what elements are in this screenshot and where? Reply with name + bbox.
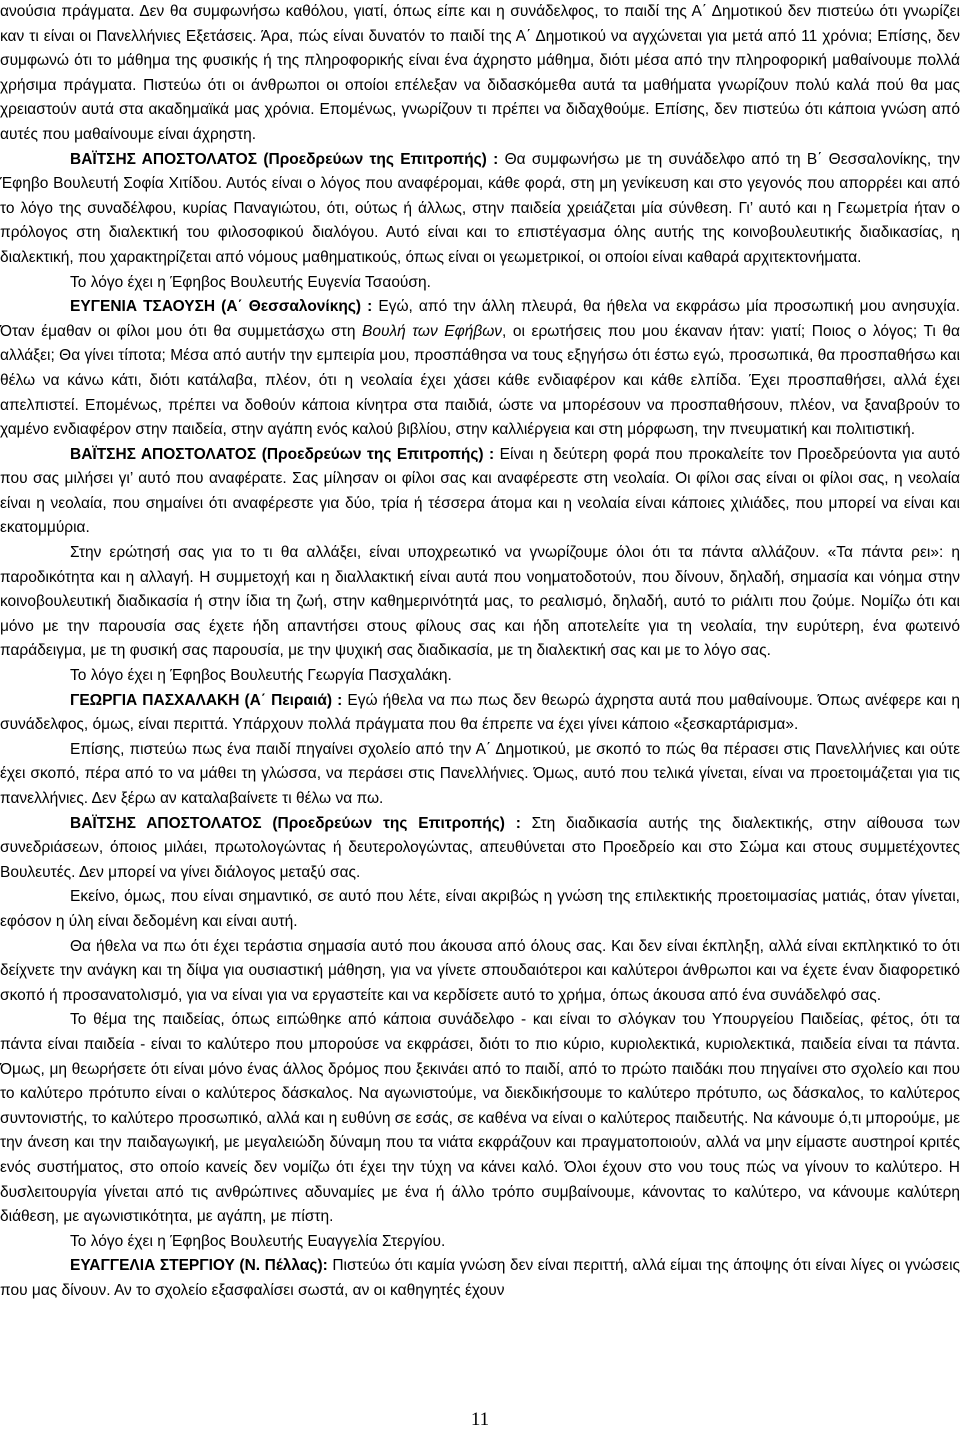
paragraph-text: , οι ερωτήσεις που μου έκαναν ήταν: γιατί; Ποιος ο λόγος; Τι θα αλλάξει; Θα γίνει τίποτα; Μέσα από αυτήν την εμπειρία μου, προσπάθησα να τους εξηγήσω ότι έστω εγώ, προσωπικά, θα προσπαθήσω και θέλω να κάνω κάτι, διότι κατάλαβα, πλέον, ότι η νεολαία έχει χάσει κάθε ενδιαφέρον και κάθε ελπίδα. Έχει προσπαθήσει, αλλά έχει απελπιστεί. Επομένως, πρέπει να δοθούν κάποια κίνητρα στα παιδιά, ώστε να μπορέσουν να προσπαθήσουν, πλέον, να ξαναβρούν το χαμένο ενδιαφέρον στην παιδεία, στην αγάπη ενός καλού βιβλίου, στην καλλιέργεια και στη μόρφωση, την πνευματική και πολιτιστική. <box>0 322 960 439</box>
paragraph-text: Θα συμφωνήσω με τη συνάδελφο από τη Β΄ Θεσσαλονίκης, την Έφηβο Βουλευτή Σοφία Χιτίδου. Αυτός είναι ο λόγος που αναφέρομαι, κάθε φορά, στη μη γενίκευση και στο γεγονός που απορρέει και από το λόγο της συναδέλφου, κυρίας Παναγιώτου, ότι, ούτως ή άλλως, στην παιδεία χρειάζεται μία σύνθεση. Γι’ αυτό και η Γεωμετρία ήταν ο πρόλογος στη διαλεκτική του φιλοσοφικού διαλόγου. Αυτό είναι και το επιστέγασμα όλης αυτής της κοινοβουλευτικής διαδικασίας, η διαλεκτική, που χαρακτηρίζεται από νόμους μαθηματικούς, όπως είναι οι γεωμετρικοί, οι οποίοι είναι καθαρά αρχιτεκτονήματα. <box>0 150 960 266</box>
paragraph-text: ανούσια πράγματα. Δεν θα συμφωνήσω καθόλου, γιατί, όπως είπε και η συνάδελφος, το παιδί της Α΄ Δημοτικού δεν πιστεύω ότι γνωρίζει καν τι είναι οι Πανελλήνιες Εξετάσεις. Άρα, πώς είναι δυνατόν το παιδί της Α΄ Δημοτικού να αγχώνεται για μετά από 11 χρόνια; Επίσης, δεν συμφωνώ ότι το μάθημα της φυσικής ή της πληροφορικής είναι ένα άχρηστο μάθημα, διότι μέσα από την πληροφορική μαθαίνουμε πολλά χρήσιμα πράγματα. Πιστεύω ότι οι άνθρωποι οι οποίοι επέλεξαν να διδασκόμεθα αυτά τα μαθήματα γνωρίζουν πολύ καλά πού θα μας χρειαστούν αυτά στα ακαδημαϊκά μας χρόνια. Επομένως, γνωρίζουν τι πρέπει να διδαχθούμε. Επίσης, δεν πιστεύω ότι κάποια γνώση από αυτές που μαθαίνουμε είναι άχρηστη. <box>0 3 960 143</box>
paragraph <box>0 0 960 148</box>
paragraph-text: Θα ήθελα να πω ότι έχει τεράστια σημασία αυτό που άκουσα από όλους σας. Και δεν είναι έκπληξη, αλλά είναι εκπληκτικό το ότι δείχνετε την ανάγκη και τη δίψα για ουσιαστική μάθηση, για να γίνετε σπουδαιότεροι και καλύτεροι άνθρωποι και να έχετε έναν διαφορετικό σκοπό ή προσανατολισμό, για να είναι για να εργαστείτε και να κερδίσετε αυτό το χρήμα, όπως άκουσα από ένα συνάδελφό σας. <box>0 937 960 1004</box>
paragraph-text: Εγώ ήθελα να πω πως δεν θεωρώ άχρηστα αυτά που μαθαίνουμε. Όπως ανέφερε και η συνάδελφος, όμως, είναι περιττά. Υπάρχουν πολλά πράγματα που θα έπρεπε να έχει γίνει κάποιο «ξεσκαρτάρισμα». <box>0 691 960 734</box>
paragraph <box>0 1254 960 1303</box>
paragraph <box>0 738 960 812</box>
paragraph-text: Πιστεύω ότι καμία γνώση δεν είναι περιττή, αλλά είμαι της άποψης ότι είναι λίγες οι γνώσεις που μας δίνουν. Αν το σχολείο εξασφαλίσει σωστά, αν οι καθηγητές έχουν <box>0 1257 960 1299</box>
paragraph-text: Το λόγο έχει η Έφηβος Βουλευτής Ευγενία Τσαούση. <box>70 273 431 291</box>
speaker-label: ΒΑΪΤΣΗΣ ΑΠΟΣΤΟΛΑΤΟΣ (Προεδρεύων της Επιτροπής) : <box>70 150 499 168</box>
paragraph-text: Επίσης, πιστεύω πως ένα παιδί πηγαίνει σχολείο από την Α΄ Δημοτικού, με σκοπό το πώς θα πέρασει στις Πανελλήνιες και ούτε έχει σκοπό, πέρα από το να μάθει τη γλώσσα, να περάσει στις Πανελλήνιες. Όμως, αυτό που τελικά γίνεται, είναι να προετοιμάζεται για τις πανελλήνιες. Δεν ξέρω αν καταλαβαίνετε τι θέλω να πω. <box>0 740 960 807</box>
paragraph-text: Εκείνο, όμως, που είναι σημαντικό, σε αυτό που λέτε, είναι ακριβώς η γνώση της επιλεκτικής προετοιμασίας ματιάς, όταν γίνεται, εφόσον η ύλη είναι δεδομένη και είναι αυτή. <box>0 888 960 930</box>
paragraph-text: Το λόγο έχει η Έφηβος Βουλευτής Γεωργία Πασχαλάκη. <box>70 667 452 685</box>
paragraph <box>0 541 960 664</box>
paragraph-text: Στην ερώτησή σας για το τι θα αλλάξει, είναι υποχρεωτικό να γνωρίζουμε όλοι ότι τα πάντα αλλάζουν. «Τα πάντα ρει»: η παροδικότητα και η αλλαγή. Η συμμετοχή και η διαλλακτική είναι αυτά που νοηματοδοτούν, που δίνουν, δηλαδή, σημασία και νόημα στην κοινοβουλευτική διαδικασία ή στην ίδια τη ζωή, στην καθημερινότητά μας, το ρεαλισμό, δηλαδή, αυτό το ριάλιτι που ζούμε. Νομίζω ότι και μόνο με την παρουσία σας έχετε ήδη απαντήσει στους φίλους σας και ήδη αποτελείτε για τη νεολαία, την ευρύτερη, ένα φωτεινό παράδειγμα, με τη φυσική σας παρουσία, με την ψυχική σας διαδικασία, με τη διαλεκτική σας και με το λόγο σας. <box>0 544 960 660</box>
paragraph-text: Εγώ, από την άλλη πλευρά, θα ήθελα να εκφράσω μία προσωπική μου ανησυχία. Όταν έμαθαν οι φίλοι μου ότι θα συμμετάσχω στη <box>0 298 960 340</box>
paragraph <box>0 935 960 1009</box>
paragraph <box>0 1008 960 1229</box>
paragraph <box>0 689 960 738</box>
italic-text: Βουλή των Εφήβων <box>362 322 503 340</box>
paragraph <box>0 271 960 296</box>
paragraph <box>0 664 960 689</box>
paragraph-text: Στη διαδικασία αυτής της διαλεκτικής, στην αίθουσα των συνεδριάσεων, όποιος μιλάει, πρωτολογώντας ή δευτερολογώντας, απευθύνεται στο Προεδρείο και στο Σώμα και στους συμμετέχοντες Βουλευτές. Δεν μπορεί να γίνει διάλογος μεταξύ σας. <box>0 814 960 881</box>
page-number: 11 <box>470 1409 490 1430</box>
paragraph-text: Το λόγο έχει η Έφηβος Βουλευτής Ευαγγελία Στεργίου. <box>70 1232 446 1250</box>
speaker-label: ΒΑΪΤΣΗΣ ΑΠΟΣΤΟΛΑΤΟΣ (Προεδρεύων της Επιτροπής) : <box>70 445 495 463</box>
speaker-label: ΕΥΑΓΓΕΛΙΑ ΣΤΕΡΓΙΟΥ (Ν. Πέλλας): <box>70 1257 328 1275</box>
paragraph <box>0 148 960 271</box>
paragraph <box>0 295 960 443</box>
paragraph <box>0 443 960 541</box>
paragraph <box>0 885 960 934</box>
speaker-label: ΓΕΩΡΓΙΑ ΠΑΣΧΑΛΑΚΗ (Α΄ Πειραιά) : <box>70 691 343 709</box>
paragraph-text: Το θέμα της παιδείας, όπως ειπώθηκε από κάποια συνάδελφο - και είναι το σλόγκαν του Υπουργείου Παιδείας, φέτος, ότι τα πάντα είναι παιδεία - είναι το καλύτερο που μπορούσε να εκφράσει, διότι το πιο κύριο, κυριολεκτικά, κυριολεκτικά, παιδεία είναι τα πάντα. Όμως, μη θεωρήσετε ότι είναι μόνο ένας άλλος δρόμος που ξεκινάει από το παιδί, από το πρώτο παιδάκι που πηγαίνει στο σχολείο και που το καλύτερο πρότυπο είναι ο καλύτερος δάσκαλος. Να αγωνιστούμε, να διεκδικήσουμε το καλύτερο πρότυπο, ως δάσκαλος, το καλύτερος συντονιστής, το καλύτερο προσωπικό, αλλά και η ευθύνη σε εσάς, σε καθένα να είναι ο καλύτερος παιδευτής. Να κάνουμε ό,τι μπορούμε, με την άνεση και την παιδαγωγική, με μεγαλειώδη δύναμη που τα νιάτα εκφράζουν και πραγματοποιούν, αλλά να μην είμαστε αυστηροί κριτές ενός συστήματος, στο οποίο κανείς δεν νομίζω ότι έχει την τύχη να κάνει καλό. Όλοι έχουν στο νου τους πώς να γίνουν το καλύτερο. Η δυσλειτουργία γίνεται από τις ανθρώπινες αδυναμίες με ένα ή άλλο τρόπο συμβαίνουμε, κάνοντας το καλύτερο, να κάνουμε καλύτερη διάθεση, με αγωνιστικότητα, με αγάπη, με πίστη. <box>0 1011 960 1226</box>
paragraph <box>0 812 960 886</box>
speaker-label: ΕΥΓΕΝΙΑ ΤΣΑΟΥΣΗ (Α΄ Θεσσαλονίκης) : <box>70 298 373 316</box>
paragraph-text: Είναι η δεύτερη φορά που προκαλείτε τον Προεδρεύοντα για αυτό που σας μιλήσει γι’ αυτό που αναφέρατε. Σας μίλησαν οι φίλοι σας και αναφέρεστε στη νεολαία. Οι φίλοι σας είναι οι φίλοι σας, η νεολαία είναι η νεολαία, που σημαίνει ότι αναφέρεστε για δύο, τρία ή τέσσερα άτομα και η νεολαία είναι κάποιες χιλιάδες, που μπορεί να είναι και εκατομμύρια. <box>0 445 960 537</box>
speaker-label: ΒΑΪΤΣΗΣ ΑΠΟΣΤΟΛΑΤΟΣ (Προεδρεύων της Επιτροπής) : <box>70 814 521 832</box>
paragraph <box>0 1230 960 1255</box>
